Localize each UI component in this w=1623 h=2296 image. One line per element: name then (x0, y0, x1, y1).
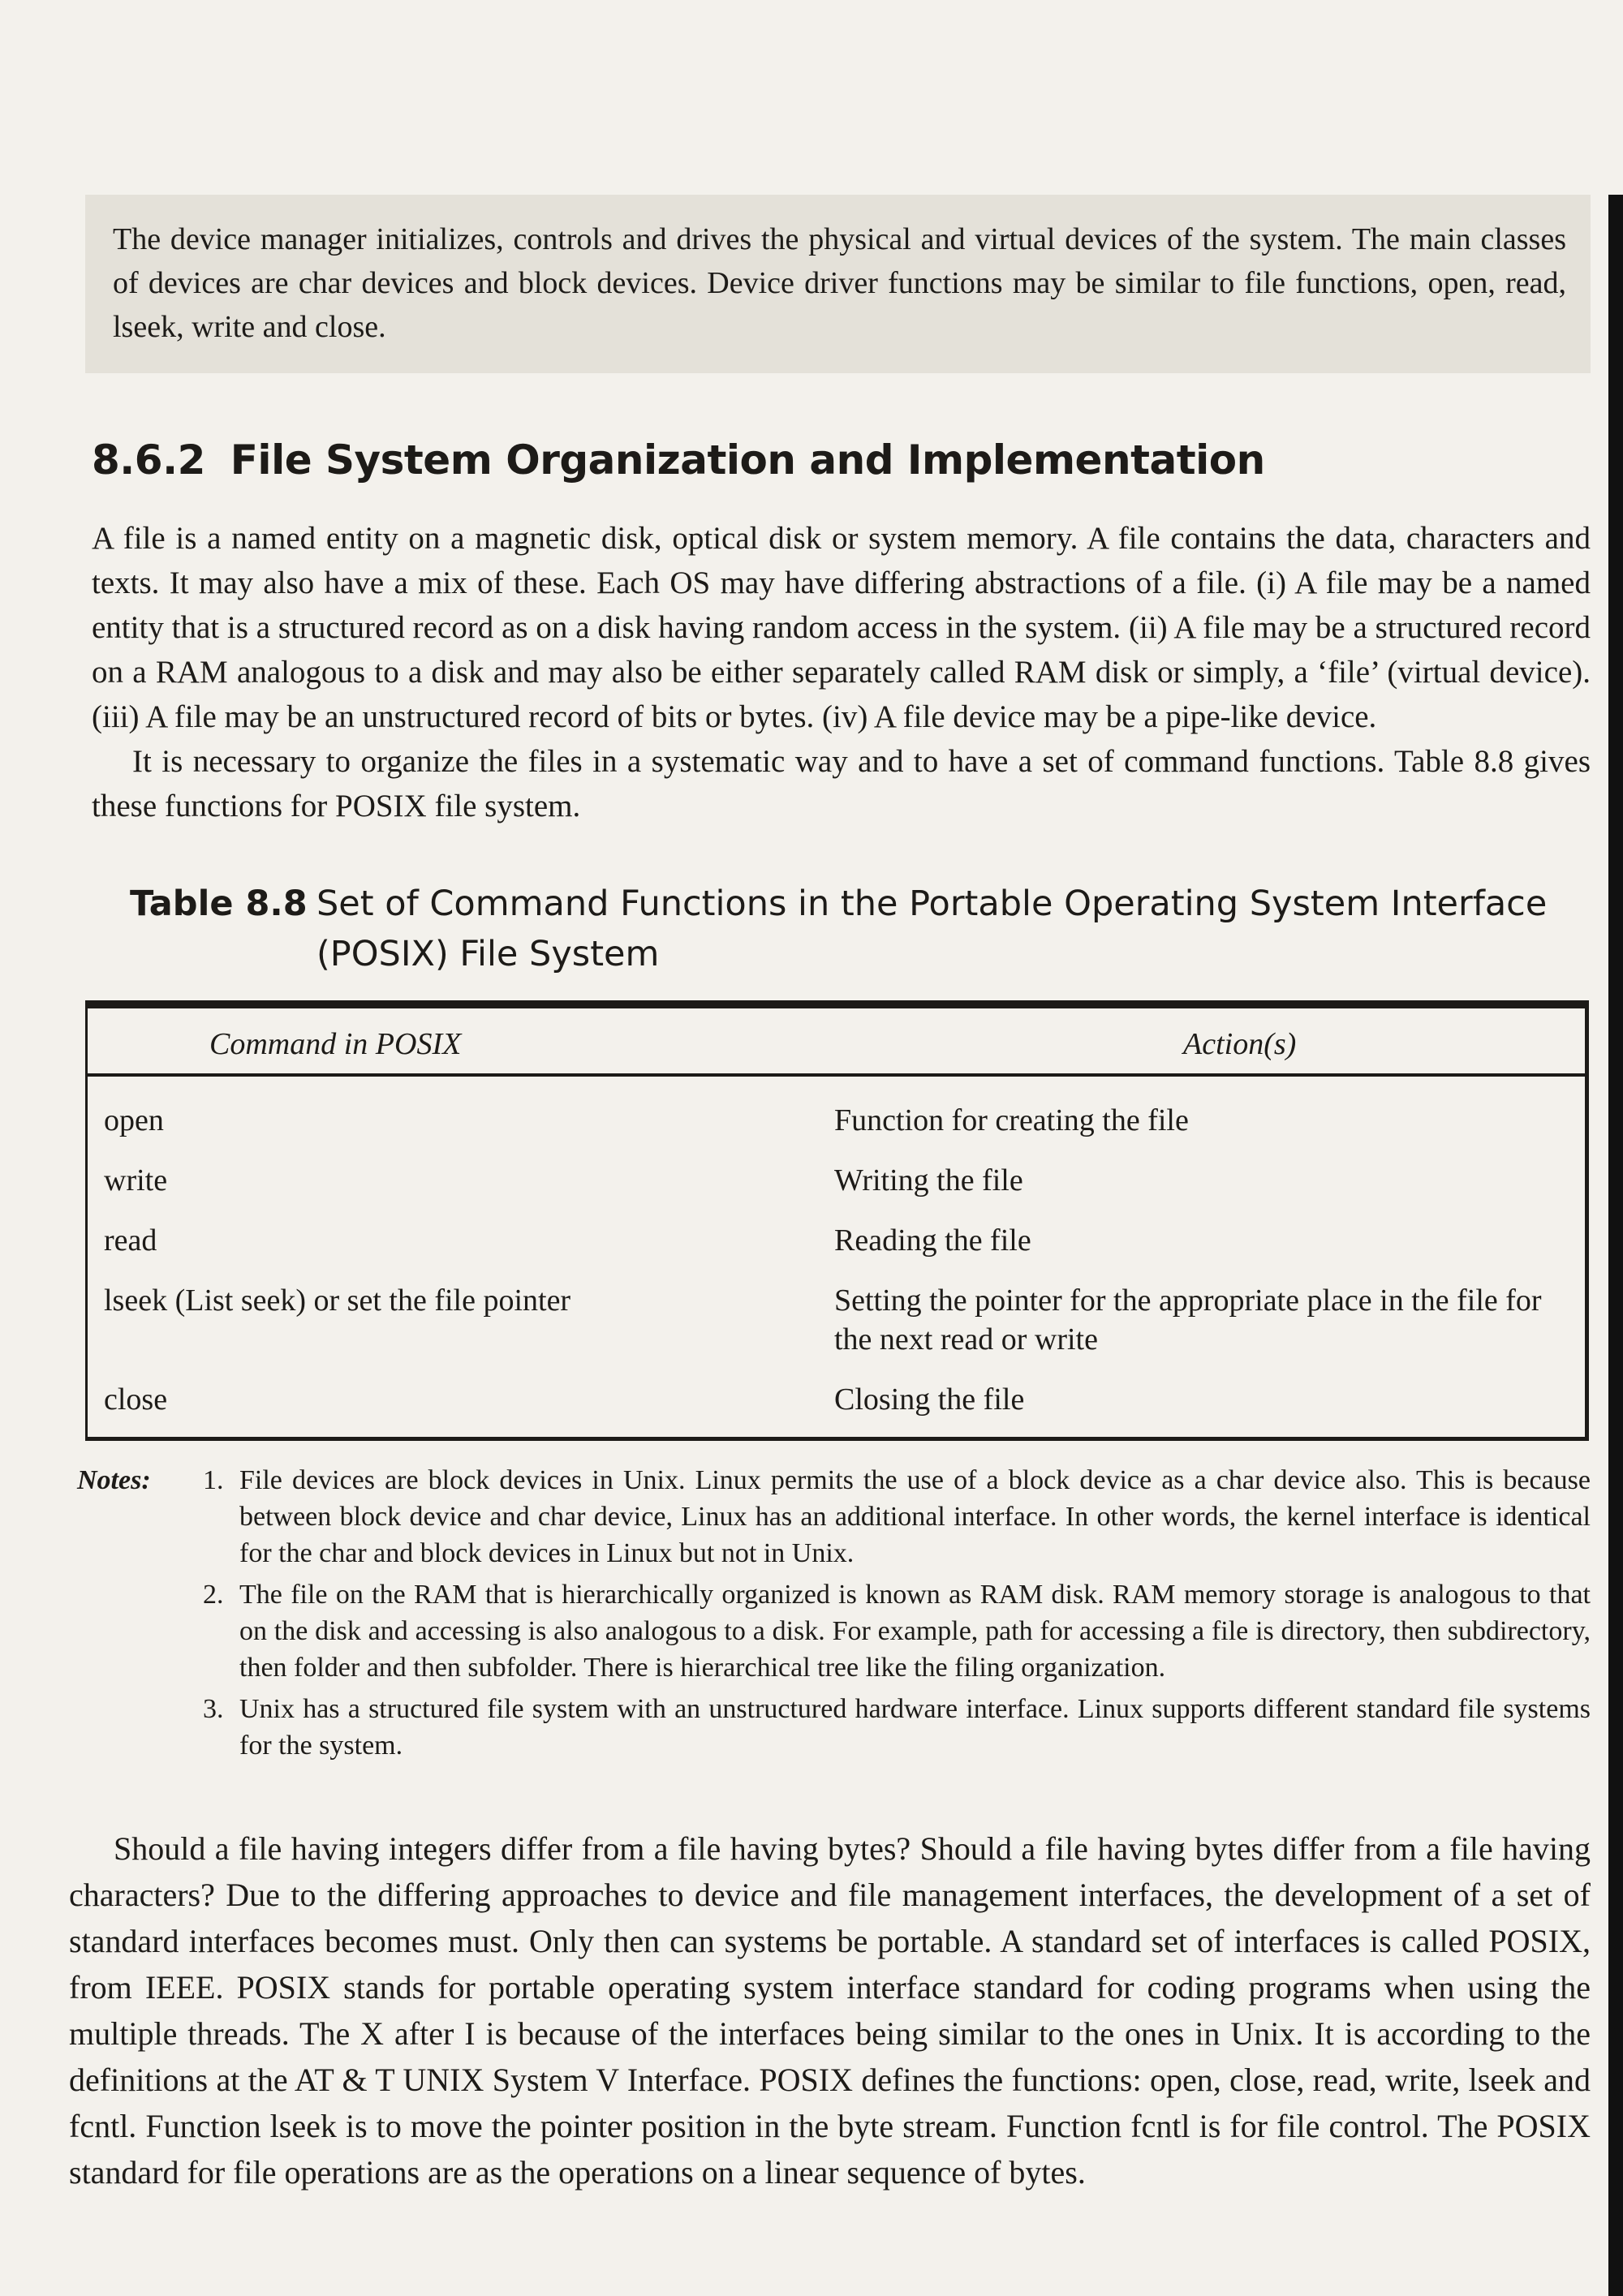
cell-action: Closing the file (834, 1382, 1025, 1417)
note-number: 2. (203, 1580, 224, 1610)
paragraph-posix: Should a file having integers differ from a file having bytes? Should a file having bytes differ from a file having characters? Due to the differing approaches to device and file management interfaces, the development of a set of standard interfaces becomes must. Only then can systems be portable. A standard set of interfaces is called POSIX, from IEEE. POSIX stands for portable operating system interface standard for coding programs when using the multiple threads. The X after I is because of the interfaces being similar to the ones in Unix. It is according to the definitions at the AT & T UNIX System V Interface. POSIX defines the functions: open, close, read, write, lseek and fcntl. Function lseek is to move the pointer position in the byte stream. Function fcntl is for file control. The POSIX standard for file operations are as the operations on a linear sequence of bytes. (69, 1830, 1591, 2191)
table-row (88, 1369, 1585, 1437)
document-page (69, 195, 1591, 2195)
notes-list (203, 1462, 1591, 1769)
cell-action: Writing the file (834, 1163, 1023, 1197)
note-text: File devices are block devices in Unix. Linux permits the use of a block device as a char device also. This is because between block device and char device, Linux has an additional interface. In other words, the kernel interface is identical for the char and block devices in Linux but not in Unix. (239, 1465, 1591, 1568)
table-caption-number: Table 8.8 (130, 884, 308, 924)
page-edge-shadow (1608, 195, 1623, 2296)
table-header-row (88, 1008, 1585, 1075)
list-item (203, 1462, 1591, 1572)
header-command: Command in POSIX (88, 1008, 810, 1075)
table-caption (130, 879, 1591, 979)
cell-action: Function for creating the file (834, 1103, 1189, 1137)
cell-command: lseek (List seek) or set the file pointer (104, 1283, 571, 1318)
notes-label: Notes: (77, 1465, 151, 1495)
paragraph-file-definition: A file is a named entity on a magnetic disk, optical disk or system memory. A file contains the data, characters and texts. It may also have a mix of these. Each OS may have differing abstractions of a file. (i) A file may be a named entity that is a structured record as on a disk having random access in the system. (ii) A file may be a structured record on a RAM analogous to a disk and may also be either separately called RAM disk or simply, a ‘file’ (virtual device). (iii) A file may be an unstructured record of bits or bytes. (iv) A file device may be a pipe-like device. (92, 521, 1591, 734)
section-number: 8.6.2 (92, 436, 205, 484)
posix-command-table (88, 1008, 1585, 1437)
list-item (203, 1576, 1591, 1686)
table-row (88, 1210, 1585, 1270)
note-number: 3. (203, 1694, 224, 1724)
list-item (203, 1691, 1591, 1764)
cell-command: read (104, 1223, 157, 1258)
cell-command: write (104, 1163, 168, 1197)
cell-command: close (104, 1382, 168, 1417)
note-text: The file on the RAM that is hierarchically organized is known as RAM disk. RAM memory storage is analogous to that on the disk and accessing is also analogous to a disk. For example, path for accessing a file is directory, then subdirectory, then folder and then subfolder. There is hierarchical tree like the filing organization. (239, 1580, 1591, 1683)
note-text: Unix has a structured file system with an unstructured hardware interface. Linux supports different standard file systems for the system. (239, 1694, 1591, 1761)
table-row (88, 1150, 1585, 1210)
intro-box: The device manager initializes, controls and drives the physical and virtual devices of the system. The main classes of devices are char devices and block devices. Device driver functions may be similar to file functions, open, read, lseek, write and close. (85, 195, 1591, 373)
cell-command: open (104, 1103, 164, 1137)
paragraph-organize: It is necessary to organize the files in a systematic way and to have a set of command functions. Table 8.8 gives these functions for POSIX file system. (92, 744, 1591, 823)
section-title: File System Organization and Implementation (230, 436, 1265, 484)
table-row (88, 1270, 1585, 1369)
header-actions: Action(s) (810, 1008, 1585, 1075)
note-number: 1. (203, 1465, 224, 1495)
cell-action: Reading the file (834, 1223, 1031, 1258)
table-row (88, 1075, 1585, 1150)
cell-action: Setting the pointer for the appropriate place in the file for the next read or write (834, 1283, 1542, 1357)
section-heading (92, 436, 1591, 484)
posix-table (85, 1000, 1589, 1441)
table-caption-text: Set of Command Functions in the Portable Operating System Interface (POSIX) File System (316, 884, 1548, 974)
table-notes (77, 1462, 1591, 1769)
